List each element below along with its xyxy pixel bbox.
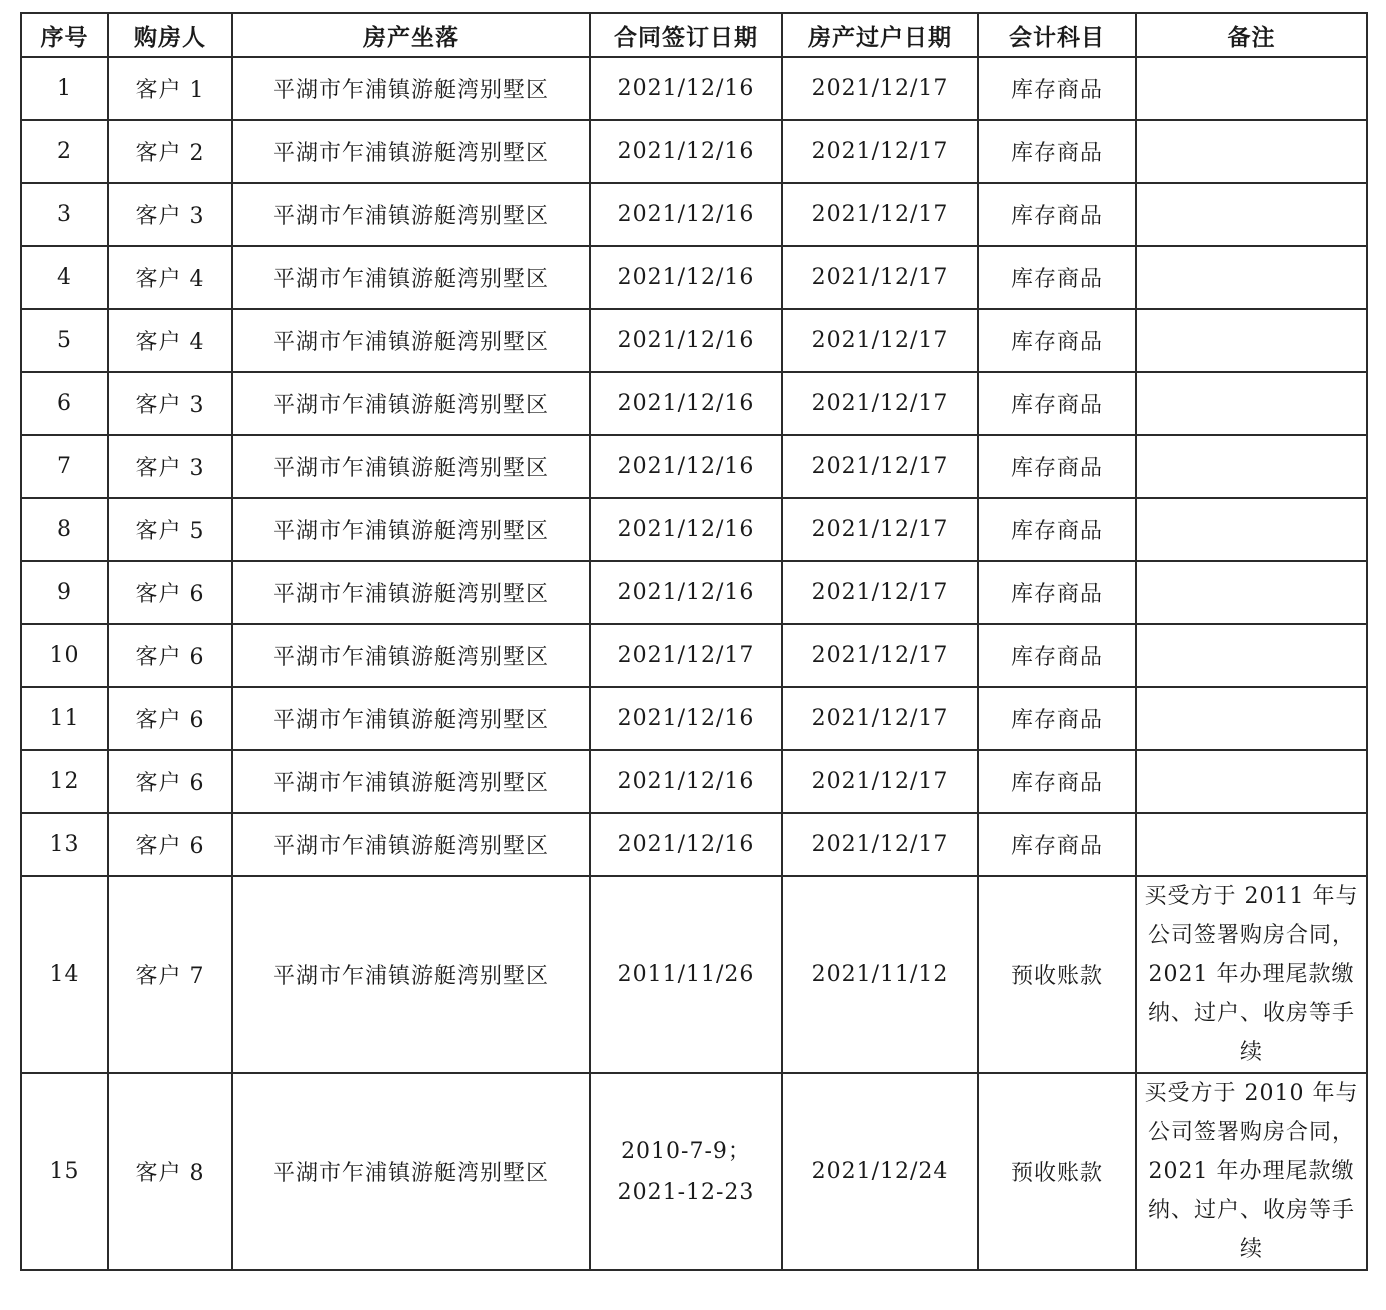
cell-no: 5 (21, 309, 108, 372)
cell-location: 平湖市乍浦镇游艇湾别墅区 (232, 120, 590, 183)
cell-buyer: 客户 2 (108, 120, 232, 183)
cell-contract-date: 2021/12/16 (590, 57, 782, 120)
cropped-top-text (230, 0, 240, 6)
cell-contract-date (590, 1073, 782, 1270)
cell-location: 平湖市乍浦镇游艇湾别墅区 (232, 876, 590, 1073)
cell-location: 平湖市乍浦镇游艇湾别墅区 (232, 624, 590, 687)
cell-contract-date: 2021/12/16 (590, 246, 782, 309)
table-row (21, 120, 1367, 183)
cell-account: 库存商品 (978, 435, 1136, 498)
cell-account: 预收账款 (978, 876, 1136, 1073)
cell-note (1136, 120, 1367, 183)
cell-location: 平湖市乍浦镇游艇湾别墅区 (232, 246, 590, 309)
cell-account: 库存商品 (978, 498, 1136, 561)
cell-contract-date: 2021/12/17 (590, 624, 782, 687)
cell-note: 买受方于 2011 年与公司签署购房合同，2021 年办理尾款缴纳、过户、收房等手续 (1136, 876, 1367, 1073)
cell-note (1136, 687, 1367, 750)
cell-no: 9 (21, 561, 108, 624)
cell-contract-date: 2021/12/16 (590, 813, 782, 876)
cell-no: 15 (21, 1073, 108, 1270)
cell-transfer-date: 2021/12/17 (782, 246, 978, 309)
cell-contract-date: 2021/12/16 (590, 498, 782, 561)
cell-contract-date: 2021/12/16 (590, 750, 782, 813)
table-row (21, 498, 1367, 561)
cell-location: 平湖市乍浦镇游艇湾别墅区 (232, 1073, 590, 1270)
table-row (21, 876, 1367, 1073)
col-header-no: 序号 (21, 13, 108, 57)
cell-no: 1 (21, 57, 108, 120)
table-row (21, 57, 1367, 120)
cell-transfer-date: 2021/12/17 (782, 309, 978, 372)
cell-location: 平湖市乍浦镇游艇湾别墅区 (232, 687, 590, 750)
cell-note (1136, 561, 1367, 624)
cell-note: 买受方于 2010 年与公司签署购房合同，2021 年办理尾款缴纳、过户、收房等手续 (1136, 1073, 1367, 1270)
col-header-transfer-date: 房产过户日期 (782, 13, 978, 57)
cell-transfer-date: 2021/12/17 (782, 813, 978, 876)
cell-transfer-date: 2021/11/12 (782, 876, 978, 1073)
cell-contract-date: 2021/12/16 (590, 687, 782, 750)
cell-location: 平湖市乍浦镇游艇湾别墅区 (232, 372, 590, 435)
cell-buyer: 客户 4 (108, 246, 232, 309)
cell-location: 平湖市乍浦镇游艇湾别墅区 (232, 498, 590, 561)
cell-location: 平湖市乍浦镇游艇湾别墅区 (232, 750, 590, 813)
cell-no: 14 (21, 876, 108, 1073)
table-row (21, 561, 1367, 624)
cell-transfer-date: 2021/12/17 (782, 372, 978, 435)
cell-contract-date: 2011/11/26 (590, 876, 782, 1073)
cell-buyer: 客户 6 (108, 813, 232, 876)
cell-account: 库存商品 (978, 246, 1136, 309)
cell-no: 6 (21, 372, 108, 435)
cell-transfer-date: 2021/12/17 (782, 498, 978, 561)
cell-no: 12 (21, 750, 108, 813)
cell-note (1136, 750, 1367, 813)
cell-transfer-date: 2021/12/17 (782, 120, 978, 183)
table-row (21, 813, 1367, 876)
cell-account: 库存商品 (978, 561, 1136, 624)
cell-account: 库存商品 (978, 813, 1136, 876)
cell-buyer: 客户 8 (108, 1073, 232, 1270)
cell-transfer-date: 2021/12/17 (782, 687, 978, 750)
cell-location: 平湖市乍浦镇游艇湾别墅区 (232, 435, 590, 498)
col-header-contract-date: 合同签订日期 (590, 13, 782, 57)
cell-buyer: 客户 3 (108, 435, 232, 498)
cell-note (1136, 498, 1367, 561)
cell-buyer: 客户 4 (108, 309, 232, 372)
table-row (21, 1073, 1367, 1270)
table-row (21, 435, 1367, 498)
contract-date-line: 2021-12-23 (617, 1179, 755, 1205)
col-header-note: 备注 (1136, 13, 1367, 57)
cell-no: 3 (21, 183, 108, 246)
cell-note (1136, 624, 1367, 687)
cell-buyer: 客户 6 (108, 624, 232, 687)
cell-buyer: 客户 1 (108, 57, 232, 120)
cell-buyer: 客户 3 (108, 372, 232, 435)
table-row (21, 372, 1367, 435)
cell-no: 8 (21, 498, 108, 561)
cell-buyer: 客户 7 (108, 876, 232, 1073)
cell-buyer: 客户 5 (108, 498, 232, 561)
contract-date-line: 2010-7-9； (621, 1138, 751, 1164)
cell-no: 13 (21, 813, 108, 876)
cell-transfer-date: 2021/12/17 (782, 183, 978, 246)
cell-no: 4 (21, 246, 108, 309)
cell-transfer-date: 2021/12/17 (782, 750, 978, 813)
cell-location: 平湖市乍浦镇游艇湾别墅区 (232, 57, 590, 120)
cell-account: 库存商品 (978, 57, 1136, 120)
cell-note (1136, 57, 1367, 120)
col-header-account: 会计科目 (978, 13, 1136, 57)
cell-note (1136, 183, 1367, 246)
col-header-location: 房产坐落 (232, 13, 590, 57)
cell-no: 11 (21, 687, 108, 750)
cell-account: 库存商品 (978, 372, 1136, 435)
table-row (21, 624, 1367, 687)
cell-transfer-date: 2021/12/17 (782, 57, 978, 120)
cell-account: 库存商品 (978, 687, 1136, 750)
cell-no: 7 (21, 435, 108, 498)
cell-contract-date: 2021/12/16 (590, 120, 782, 183)
cell-transfer-date: 2021/12/17 (782, 561, 978, 624)
cell-contract-date: 2021/12/16 (590, 435, 782, 498)
cell-buyer: 客户 6 (108, 561, 232, 624)
col-header-buyer: 购房人 (108, 13, 232, 57)
table-row (21, 183, 1367, 246)
table-row (21, 687, 1367, 750)
cell-transfer-date: 2021/12/24 (782, 1073, 978, 1270)
cell-contract-date: 2021/12/16 (590, 183, 782, 246)
cell-account: 库存商品 (978, 624, 1136, 687)
cell-note (1136, 309, 1367, 372)
cell-account: 库存商品 (978, 750, 1136, 813)
cell-account: 库存商品 (978, 309, 1136, 372)
cell-account: 预收账款 (978, 1073, 1136, 1270)
cell-location: 平湖市乍浦镇游艇湾别墅区 (232, 561, 590, 624)
cell-note (1136, 372, 1367, 435)
cell-location: 平湖市乍浦镇游艇湾别墅区 (232, 183, 590, 246)
cell-account: 库存商品 (978, 183, 1136, 246)
cell-note (1136, 435, 1367, 498)
cell-location: 平湖市乍浦镇游艇湾别墅区 (232, 813, 590, 876)
cell-account: 库存商品 (978, 120, 1136, 183)
cell-buyer: 客户 3 (108, 183, 232, 246)
table-row (21, 246, 1367, 309)
cell-transfer-date: 2021/12/17 (782, 435, 978, 498)
cell-note (1136, 246, 1367, 309)
cell-transfer-date: 2021/12/17 (782, 624, 978, 687)
cell-no: 10 (21, 624, 108, 687)
cell-contract-date: 2021/12/16 (590, 561, 782, 624)
cell-location: 平湖市乍浦镇游艇湾别墅区 (232, 309, 590, 372)
cell-buyer: 客户 6 (108, 687, 232, 750)
cell-no: 2 (21, 120, 108, 183)
table-row (21, 750, 1367, 813)
cell-contract-date: 2021/12/16 (590, 372, 782, 435)
header-row (21, 13, 1367, 57)
table-row (21, 309, 1367, 372)
cell-contract-date: 2021/12/16 (590, 309, 782, 372)
property-transfer-table (20, 12, 1368, 1271)
cell-buyer: 客户 6 (108, 750, 232, 813)
cell-note (1136, 813, 1367, 876)
